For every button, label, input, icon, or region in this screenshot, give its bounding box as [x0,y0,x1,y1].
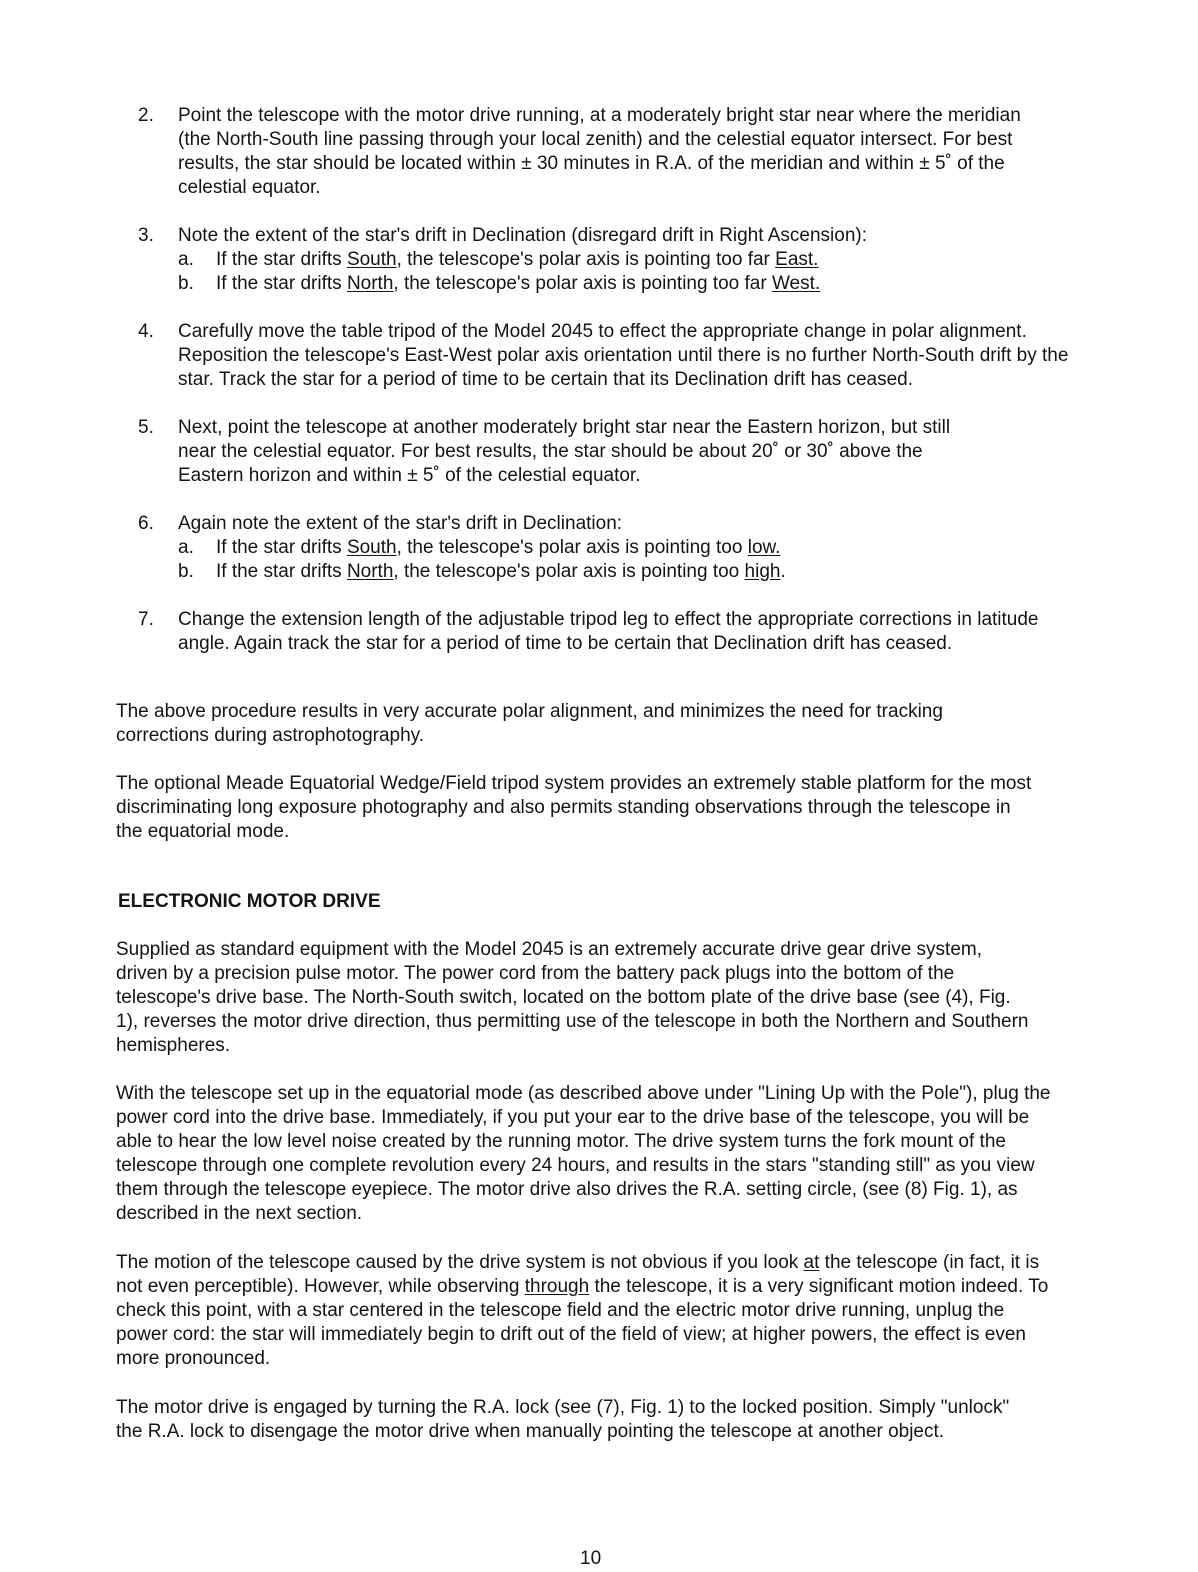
page-number: 10 [580,1548,602,1569]
sub-item-a [178,248,1098,272]
section-heading: ELECTRONIC MOTOR DRIVE [118,891,381,912]
underlined-direction: South [346,249,397,270]
step-4 [138,320,1078,392]
sub-text-mid: , the telescope's polar axis is pointing too [393,561,745,582]
step-number: 5. [138,417,154,438]
step-5 [138,416,988,488]
sub-text-pre: If the star drifts [216,537,347,558]
underlined-direction: South [346,537,397,558]
underlined-direction: North [346,273,394,294]
step-text: Point the telescope with the motor drive running, at a moderately bright star near where the meridian (the North-South line passing through your local zenith) and the celestial equator intersect. For best results, the star should be located within ± 30 minutes in R.A. of the meridian and within ± 5˚ of the celestial equator. [178,105,1021,198]
sub-item-b [178,560,1098,584]
step-text: Note the extent of the star's drift in Declination (disregard drift in Right Ascension): [178,225,868,246]
paragraph-ra-lock: The motor drive is engaged by turning the R.A. lock (see (7), Fig. 1) to the locked position. Simply "unlock" the R.A. lock to disengage the motor drive when manually pointing the telescope at another object. [116,1397,1010,1442]
sub-text-mid: , the telescope's polar axis is pointing too [396,537,748,558]
step-3 [138,224,1098,296]
sub-text [216,272,820,296]
sub-text-pre: If the star drifts [216,249,347,270]
sub-text-post: . [780,561,786,582]
step-body [178,512,1098,584]
paragraph-motor-drive-supply: Supplied as standard equipment with the Model 2045 is an extremely accurate drive gear drive system, driven by a precision pulse motor. The power cord from the battery pack plugs into the bottom of the telescope's drive base. The North-South switch, located on the bottom plate of the drive base (see (4), Fig. 1), reverses the motor drive direction, thus permitting use of the telescope in both the Northern and Southern hemispheres. [116,939,1029,1056]
paragraph-motor-motion [116,1251,1056,1371]
sub-text [216,248,818,272]
sub-text [216,560,786,584]
step-number: 2. [138,105,154,126]
sub-item-b [178,272,1098,296]
step-text: Change the extension length of the adjustable tripod leg to effect the appropriate corrections in latitude angle. Again track the star for a period of time to be certain that Declination drift has ceased. [178,609,1039,654]
underlined-direction: East. [775,249,819,270]
step-number: 7. [138,609,154,630]
step-6 [138,512,1098,584]
sub-letter: b. [178,561,194,582]
sub-text-pre: If the star drifts [216,273,347,294]
sub-text-mid: , the telescope's polar axis is pointing too far [393,273,772,294]
text-segment: The motion of the telescope caused by the drive system is not obvious if you look [116,1252,804,1273]
underlined-word: at [803,1252,820,1273]
sub-letter: b. [178,273,194,294]
step-2 [138,104,1028,200]
text-segment: the telescope, it is a very significant motion indeed. To check this point, with a star centered in the telescope field and the electric motor drive running, unplug the power cord: the star will immediately begin to drift out of the field of view; at higher powers, the effect is even more pronounced. [116,1276,1049,1369]
sub-letter: a. [178,249,194,270]
sub-item-a [178,536,1098,560]
paragraph-wedge-tripod: The optional Meade Equatorial Wedge/Field tripod system provides an extremely stable platform for the most discriminating long exposure photography and also permits standing observations through the telescope in the equatorial mode. [116,773,1032,842]
step-number: 4. [138,321,154,342]
numbered-steps [138,104,1098,680]
paragraph-polar-summary: The above procedure results in very accurate polar alignment, and minimizes the need for tracking corrections during astrophotography. [116,701,943,746]
step-text: Again note the extent of the star's drift in Declination: [178,513,623,534]
underlined-direction: high [744,561,781,582]
sub-text-pre: If the star drifts [216,561,347,582]
underlined-direction: low. [747,537,781,558]
step-number: 6. [138,513,154,534]
underlined-direction: West. [771,273,821,294]
step-7 [138,608,1078,656]
step-text: Next, point the telescope at another moderately bright star near the Eastern horizon, but still near the celestial equator. For best results, the star should be about 20˚ or 30˚ above the Eastern horizon and within ± 5˚ of the celestial equator. [178,417,951,486]
text-segment: the telescope (in fact, it is not even perceptible). However, while observing [116,1252,1040,1297]
sub-text [216,536,780,560]
underlined-direction: North [346,561,394,582]
sub-letter: a. [178,537,194,558]
sub-text-mid: , the telescope's polar axis is pointing too far [396,249,776,270]
step-body [178,224,1098,296]
step-text: Carefully move the table tripod of the Model 2045 to effect the appropriate change in polar alignment. Reposition the telescope's East-West polar axis orientation until there is no further North-South drift by the star. Track the star for a period of time to be certain that its Declination drift has ceased. [178,321,1069,390]
underlined-word: through [524,1276,590,1297]
step-number: 3. [138,225,154,246]
paragraph-motor-drive-setup: With the telescope set up in the equatorial mode (as described above under "Lining Up with the Pole"), plug the power cord into the drive base. Immediately, if you put your ear to the drive base of the telescope, you will be able to hear the low level noise created by the running motor. The drive system turns the fork mount of the telescope through one complete revolution every 24 hours, and results in the stars "standing still" as you view them through the telescope eyepiece. The motor drive also drives the R.A. setting circle, (see (8) Fig. 1), as described in the next section. [116,1083,1051,1224]
